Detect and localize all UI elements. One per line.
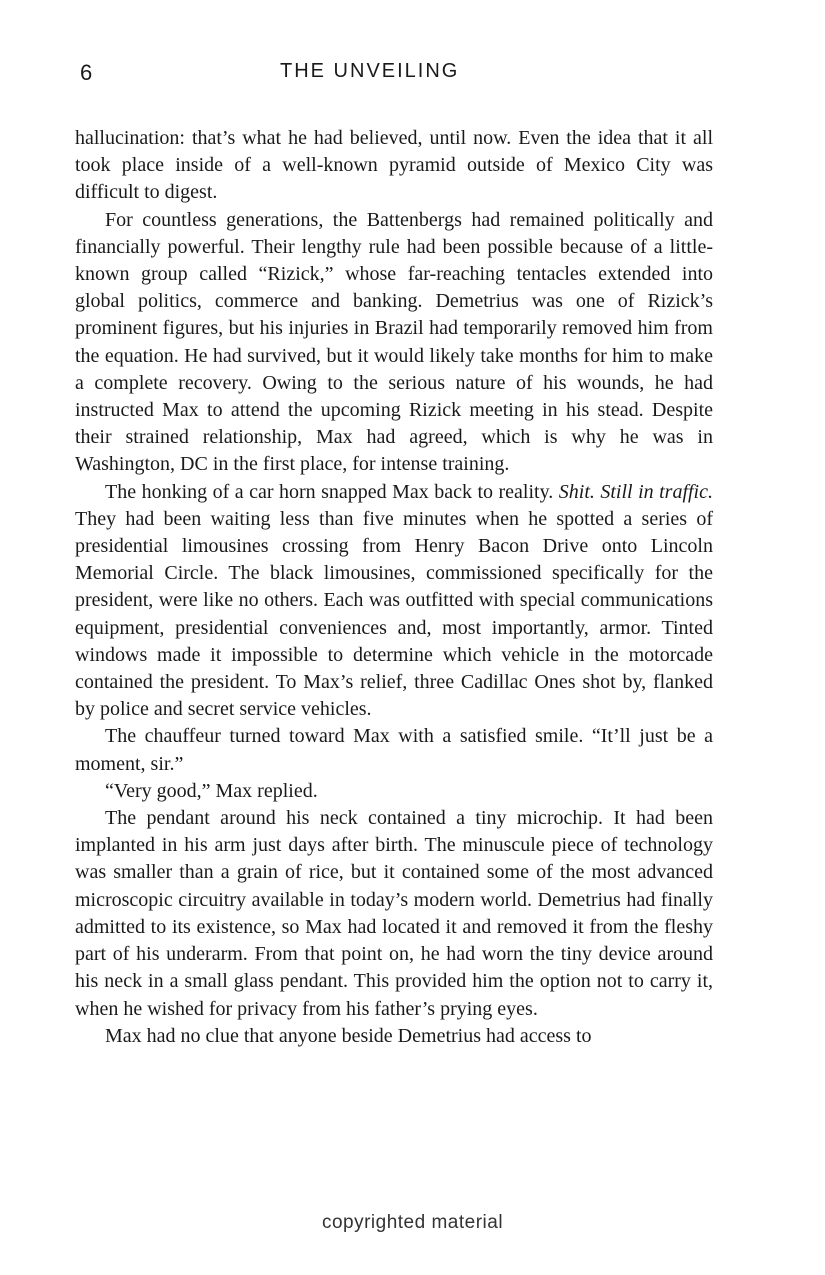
paragraph: hallucination: that’s what he had believed, until now. Even the idea that it all took place inside of a well-known pyramid outside of Mexico City was difficult to digest. bbox=[75, 127, 713, 204]
paragraph-text: They had been waiting less than five minutes when he spotted a series of presidential limousines crossing from Henry Bacon Drive onto Lincoln Memorial Circle. The black limousines, commissioned specifically for the president, were like no others. Each was outfitted with special communications equipment, presidential conveniences and, most importantly, armor. Tinted windows made it impossible to determine which vehicle in the motorcade contained the president. To Max’s relief, three Cadillac Ones shot by, flanked by police and secret service vehicles. bbox=[75, 507, 713, 721]
running-title: THE UNVEILING bbox=[280, 60, 460, 82]
paragraph bbox=[75, 479, 713, 724]
paragraph: The pendant around his neck contained a tiny microchip. It had been implanted in his arm just days after birth. The minuscule piece of technology was smaller than a grain of rice, but it contained some of the most advanced microscopic circuitry available in today’s modern world. Demetrius had finally admitted to its existence, so Max had located it and removed it from the fleshy part of his underarm. From that point on, he had worn the tiny device around his neck in a small glass pendant. This provided him the option not to carry it, when he wished for privacy from his father’s prying eyes. bbox=[75, 807, 713, 1020]
paragraph: “Very good,” Max replied. bbox=[105, 779, 318, 802]
copyright-footer: copyrighted material bbox=[321, 1212, 504, 1233]
italic-thought: Shit. Still in traffic. bbox=[558, 480, 713, 503]
paragraph-text: The honking of a car horn snapped Max back to reality. bbox=[105, 480, 559, 503]
page-header bbox=[0, 60, 825, 90]
paragraph: The chauffeur turned toward Max with a satisfied smile. “It’ll just be a moment, sir.” bbox=[75, 725, 713, 775]
page-number: 6 bbox=[80, 60, 94, 85]
paragraph: For countless generations, the Battenbergs had remained politically and financially powerful. Their lengthy rule had been possible because of a little-known group called “Rizick,” whose far-reaching tentacles extended into global politics, commerce and banking. Demetrius was one of Rizick’s prominent figures, but his injuries in Brazil had temporarily removed him from the equation. He had survived, but it would likely take months for him to make a complete recovery. Owing to the serious nature of his wounds, he had instructed Max to attend the upcoming Rizick meeting in his stead. Despite their strained relationship, Max had agreed, which is why he was in Washington, DC in the first place, for intense training. bbox=[75, 208, 713, 476]
body-text bbox=[75, 125, 713, 1050]
paragraph: Max had no clue that anyone beside Demetrius had access to bbox=[105, 1024, 592, 1047]
